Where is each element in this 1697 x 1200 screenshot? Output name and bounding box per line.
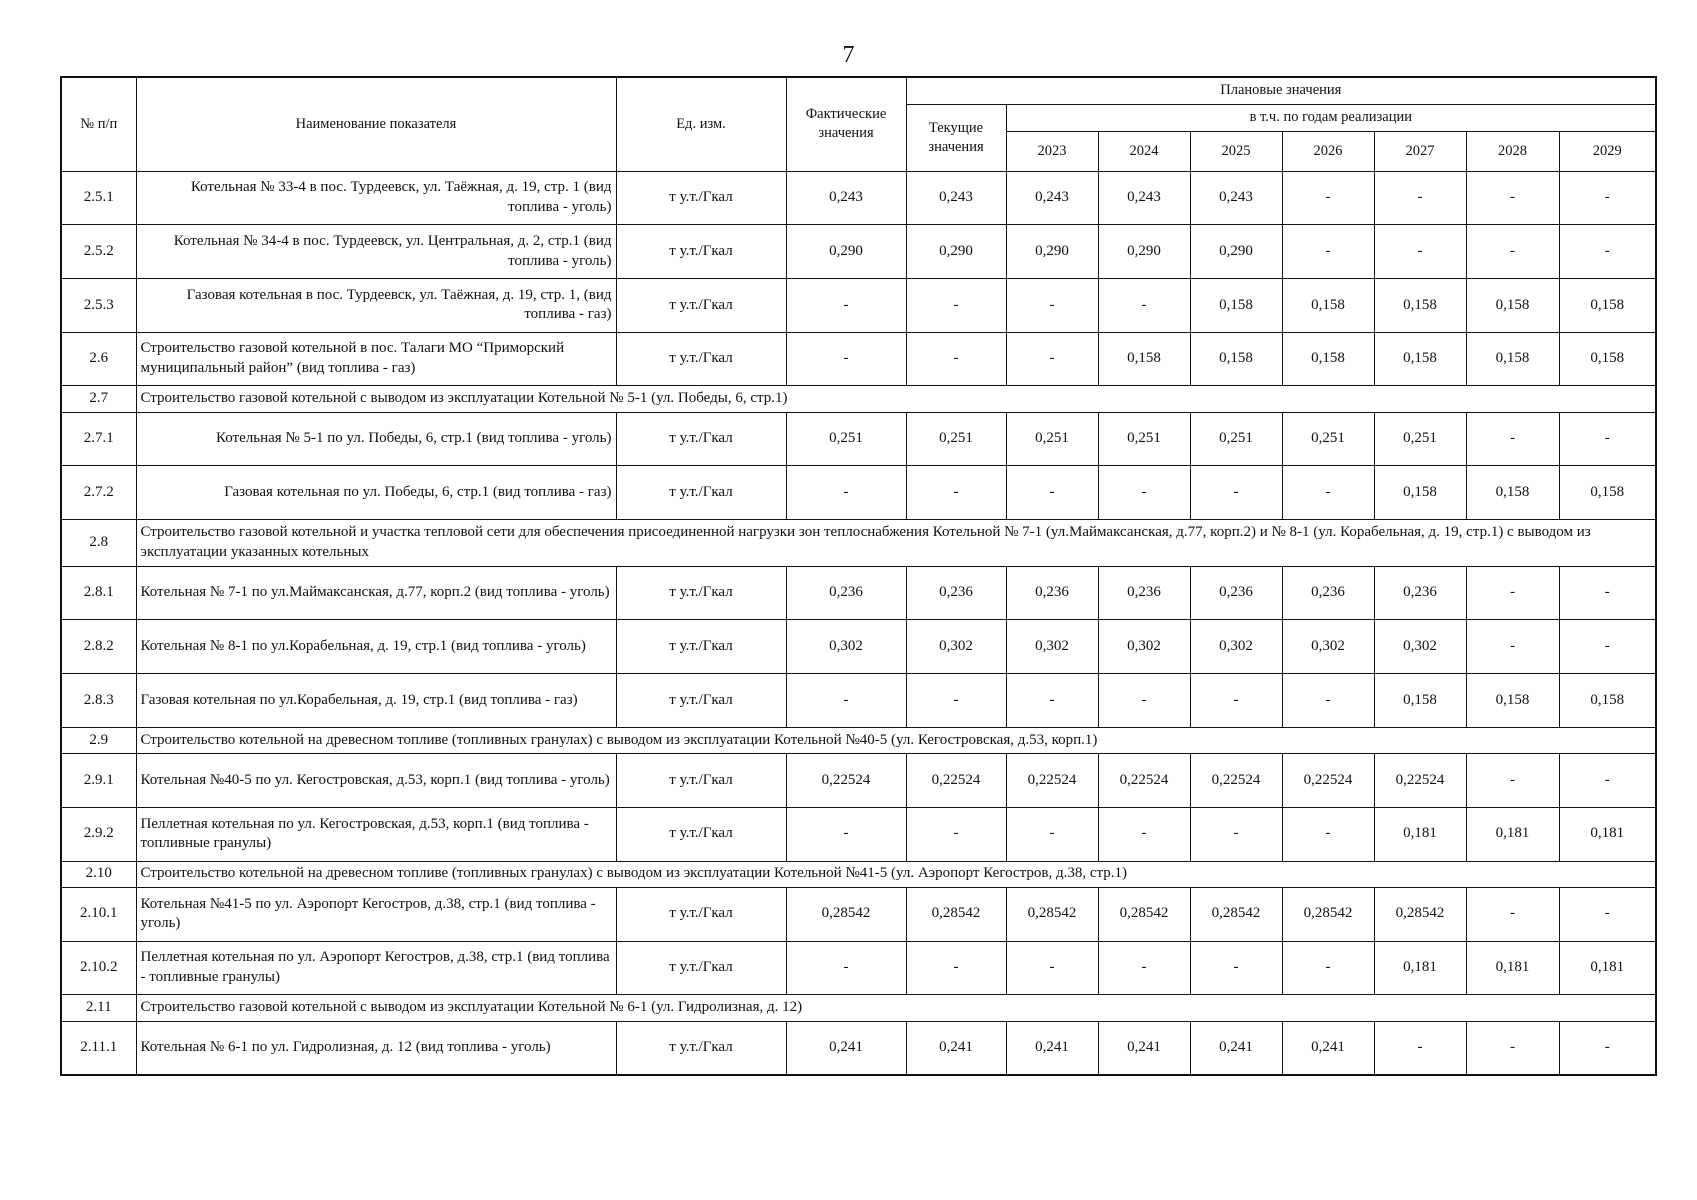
table-row xyxy=(61,620,1656,674)
header-by-years: в т.ч. по годам реализации xyxy=(1006,104,1656,131)
year-value-cell: 0,28542 xyxy=(1190,887,1282,941)
year-value-cell: 0,158 xyxy=(1282,278,1374,332)
year-value-cell: - xyxy=(1559,225,1656,279)
current-value-cell: 0,251 xyxy=(906,412,1006,466)
year-value-cell: 0,28542 xyxy=(1098,887,1190,941)
header-year: 2024 xyxy=(1098,131,1190,171)
year-value-cell: 0,22524 xyxy=(1282,754,1374,808)
year-value-cell: 0,181 xyxy=(1466,807,1559,861)
actual-value-cell: - xyxy=(786,941,906,995)
year-value-cell: 0,302 xyxy=(1006,620,1098,674)
year-value-cell: - xyxy=(1098,674,1190,728)
year-value-cell: 0,28542 xyxy=(1006,887,1098,941)
year-value-cell: 0,22524 xyxy=(1190,754,1282,808)
current-value-cell: 0,28542 xyxy=(906,887,1006,941)
year-value-cell: 0,302 xyxy=(1098,620,1190,674)
current-value-cell: 0,22524 xyxy=(906,754,1006,808)
unit-cell: т у.т./Гкал xyxy=(616,887,786,941)
year-value-cell: 0,158 xyxy=(1559,466,1656,520)
current-value-cell: 0,243 xyxy=(906,171,1006,225)
year-value-cell: - xyxy=(1374,225,1466,279)
table-row xyxy=(61,171,1656,225)
row-number-cell: 2.11 xyxy=(61,995,136,1021)
year-value-cell: - xyxy=(1374,171,1466,225)
year-value-cell: 0,243 xyxy=(1190,171,1282,225)
row-number-cell: 2.5.1 xyxy=(61,171,136,225)
year-value-cell: 0,158 xyxy=(1282,332,1374,386)
indicator-name-cell: Котельная № 7-1 по ул.Маймаксанская, д.77, корп.2 (вид топлива - уголь) xyxy=(136,566,616,620)
year-value-cell: - xyxy=(1559,754,1656,808)
unit-cell: т у.т./Гкал xyxy=(616,332,786,386)
year-value-cell: - xyxy=(1282,807,1374,861)
unit-cell: т у.т./Гкал xyxy=(616,278,786,332)
actual-value-cell: - xyxy=(786,332,906,386)
actual-value-cell: 0,22524 xyxy=(786,754,906,808)
row-number-cell: 2.6 xyxy=(61,332,136,386)
row-number-cell: 2.7.2 xyxy=(61,466,136,520)
row-number-cell: 2.10.2 xyxy=(61,941,136,995)
year-value-cell: 0,158 xyxy=(1374,332,1466,386)
year-value-cell: 0,241 xyxy=(1190,1021,1282,1075)
year-value-cell: 0,251 xyxy=(1006,412,1098,466)
indicator-name-cell: Котельная № 33-4 в пос. Турдеевск, ул. Таёжная, д. 19, стр. 1 (вид топлива - уголь) xyxy=(136,171,616,225)
year-value-cell: 0,158 xyxy=(1098,332,1190,386)
year-value-cell: - xyxy=(1098,807,1190,861)
table-row xyxy=(61,807,1656,861)
indicator-name-cell: Пеллетная котельная по ул. Кегостровская, д.53, корп.1 (вид топлива - топливные гранулы) xyxy=(136,807,616,861)
year-value-cell: 0,158 xyxy=(1559,278,1656,332)
year-value-cell: - xyxy=(1190,674,1282,728)
unit-cell: т у.т./Гкал xyxy=(616,807,786,861)
year-value-cell: - xyxy=(1190,466,1282,520)
year-value-cell: - xyxy=(1559,887,1656,941)
year-value-cell: 0,158 xyxy=(1466,466,1559,520)
section-row xyxy=(61,861,1656,887)
year-value-cell: 0,241 xyxy=(1098,1021,1190,1075)
year-value-cell: 0,251 xyxy=(1282,412,1374,466)
year-value-cell: 0,251 xyxy=(1098,412,1190,466)
year-value-cell: - xyxy=(1006,332,1098,386)
year-value-cell: - xyxy=(1466,1021,1559,1075)
year-value-cell: 0,158 xyxy=(1466,332,1559,386)
year-value-cell: 0,236 xyxy=(1374,566,1466,620)
table-row xyxy=(61,466,1656,520)
actual-value-cell: - xyxy=(786,674,906,728)
actual-value-cell: - xyxy=(786,466,906,520)
year-value-cell: 0,158 xyxy=(1190,332,1282,386)
year-value-cell: 0,22524 xyxy=(1098,754,1190,808)
year-value-cell: - xyxy=(1098,941,1190,995)
row-number-cell: 2.9.2 xyxy=(61,807,136,861)
year-value-cell: - xyxy=(1559,412,1656,466)
row-number-cell: 2.5.3 xyxy=(61,278,136,332)
year-value-cell: 0,241 xyxy=(1282,1021,1374,1075)
current-value-cell: 0,236 xyxy=(906,566,1006,620)
year-value-cell: 0,158 xyxy=(1374,466,1466,520)
actual-value-cell: 0,290 xyxy=(786,225,906,279)
row-number-cell: 2.8.1 xyxy=(61,566,136,620)
table-row xyxy=(61,332,1656,386)
current-value-cell: - xyxy=(906,466,1006,520)
indicator-name-cell: Газовая котельная по ул.Корабельная, д. 19, стр.1 (вид топлива - газ) xyxy=(136,674,616,728)
indicator-name-cell: Строительство газовой котельной в пос. Талаги МО “Приморский муниципальный район” (вид топлива - газ) xyxy=(136,332,616,386)
current-value-cell: - xyxy=(906,674,1006,728)
actual-value-cell: - xyxy=(786,278,906,332)
unit-cell: т у.т./Гкал xyxy=(616,171,786,225)
section-title-cell: Строительство котельной на древесном топливе (топливных гранулах) с выводом из эксплуатации Котельной №41-5 (ул. Аэропорт Кегостров, д.38, стр.1) xyxy=(136,861,1656,887)
year-value-cell: 0,181 xyxy=(1374,807,1466,861)
section-row xyxy=(61,520,1656,567)
year-value-cell: 0,181 xyxy=(1374,941,1466,995)
row-number-cell: 2.9.1 xyxy=(61,754,136,808)
row-number-cell: 2.8.2 xyxy=(61,620,136,674)
actual-value-cell: 0,241 xyxy=(786,1021,906,1075)
year-value-cell: - xyxy=(1282,466,1374,520)
year-value-cell: 0,236 xyxy=(1190,566,1282,620)
year-value-cell: - xyxy=(1559,1021,1656,1075)
year-value-cell: 0,22524 xyxy=(1374,754,1466,808)
header-year: 2026 xyxy=(1282,131,1374,171)
year-value-cell: - xyxy=(1466,887,1559,941)
table-row xyxy=(61,887,1656,941)
year-value-cell: 0,251 xyxy=(1190,412,1282,466)
year-value-cell: 0,243 xyxy=(1006,171,1098,225)
row-number-cell: 2.7.1 xyxy=(61,412,136,466)
current-value-cell: 0,302 xyxy=(906,620,1006,674)
indicator-name-cell: Газовая котельная в пос. Турдеевск, ул. Таёжная, д. 19, стр. 1, (вид топлива - газ) xyxy=(136,278,616,332)
current-value-cell: 0,290 xyxy=(906,225,1006,279)
unit-cell: т у.т./Гкал xyxy=(616,225,786,279)
unit-cell: т у.т./Гкал xyxy=(616,566,786,620)
header-name: Наименование показателя xyxy=(136,77,616,171)
indicator-name-cell: Котельная № 5-1 по ул. Победы, 6, стр.1 (вид топлива - уголь) xyxy=(136,412,616,466)
section-row xyxy=(61,386,1656,412)
header-current: Текущие значения xyxy=(906,104,1006,171)
year-value-cell: 0,302 xyxy=(1374,620,1466,674)
year-value-cell: - xyxy=(1006,466,1098,520)
year-value-cell: 0,158 xyxy=(1374,278,1466,332)
year-value-cell: 0,236 xyxy=(1006,566,1098,620)
year-value-cell: 0,251 xyxy=(1374,412,1466,466)
section-row xyxy=(61,995,1656,1021)
unit-cell: т у.т./Гкал xyxy=(616,412,786,466)
indicators-table xyxy=(60,76,1657,1076)
current-value-cell: - xyxy=(906,278,1006,332)
year-value-cell: - xyxy=(1466,754,1559,808)
year-value-cell: - xyxy=(1098,278,1190,332)
year-value-cell: - xyxy=(1466,620,1559,674)
year-value-cell: - xyxy=(1190,941,1282,995)
table-row xyxy=(61,754,1656,808)
actual-value-cell: 0,236 xyxy=(786,566,906,620)
row-number-cell: 2.7 xyxy=(61,386,136,412)
year-value-cell: 0,158 xyxy=(1559,332,1656,386)
unit-cell: т у.т./Гкал xyxy=(616,941,786,995)
row-number-cell: 2.8 xyxy=(61,520,136,567)
year-value-cell: 0,290 xyxy=(1098,225,1190,279)
year-value-cell: - xyxy=(1190,807,1282,861)
year-value-cell: 0,158 xyxy=(1466,674,1559,728)
year-value-cell: 0,290 xyxy=(1190,225,1282,279)
header-unit: Ед. изм. xyxy=(616,77,786,171)
row-number-cell: 2.11.1 xyxy=(61,1021,136,1075)
actual-value-cell: - xyxy=(786,807,906,861)
header-year: 2028 xyxy=(1466,131,1559,171)
year-value-cell: 0,241 xyxy=(1006,1021,1098,1075)
indicator-name-cell: Котельная № 8-1 по ул.Корабельная, д. 19, стр.1 (вид топлива - уголь) xyxy=(136,620,616,674)
unit-cell: т у.т./Гкал xyxy=(616,674,786,728)
year-value-cell: - xyxy=(1282,941,1374,995)
header-planned: Плановые значения xyxy=(906,77,1656,104)
table-row xyxy=(61,941,1656,995)
table-row xyxy=(61,225,1656,279)
header-no: № п/п xyxy=(61,77,136,171)
section-row xyxy=(61,727,1656,753)
row-number-cell: 2.10 xyxy=(61,861,136,887)
year-value-cell: - xyxy=(1466,225,1559,279)
row-number-cell: 2.5.2 xyxy=(61,225,136,279)
table-row xyxy=(61,1021,1656,1075)
unit-cell: т у.т./Гкал xyxy=(616,466,786,520)
row-number-cell: 2.8.3 xyxy=(61,674,136,728)
year-value-cell: - xyxy=(1006,941,1098,995)
header-year: 2029 xyxy=(1559,131,1656,171)
year-value-cell: 0,28542 xyxy=(1282,887,1374,941)
year-value-cell: - xyxy=(1282,225,1374,279)
year-value-cell: 0,236 xyxy=(1098,566,1190,620)
year-value-cell: - xyxy=(1098,466,1190,520)
indicator-name-cell: Котельная №41-5 по ул. Аэропорт Кегостров, д.38, стр.1 (вид топлива - уголь) xyxy=(136,887,616,941)
indicator-name-cell: Пеллетная котельная по ул. Аэропорт Кегостров, д.38, стр.1 (вид топлива - топливные гранулы) xyxy=(136,941,616,995)
indicator-name-cell: Газовая котельная по ул. Победы, 6, стр.1 (вид топлива - газ) xyxy=(136,466,616,520)
year-value-cell: 0,290 xyxy=(1006,225,1098,279)
unit-cell: т у.т./Гкал xyxy=(616,754,786,808)
table-row xyxy=(61,674,1656,728)
year-value-cell: - xyxy=(1466,566,1559,620)
year-value-cell: - xyxy=(1466,412,1559,466)
section-title-cell: Строительство газовой котельной с выводом из эксплуатации Котельной № 6-1 (ул. Гидролизная, д. 12) xyxy=(136,995,1656,1021)
current-value-cell: - xyxy=(906,941,1006,995)
section-title-cell: Строительство котельной на древесном топливе (топливных гранулах) с выводом из эксплуатации Котельной №40-5 (ул. Кегостровская, д.53, корп.1) xyxy=(136,727,1656,753)
year-value-cell: 0,158 xyxy=(1559,674,1656,728)
year-value-cell: 0,181 xyxy=(1559,941,1656,995)
year-value-cell: - xyxy=(1282,674,1374,728)
table-row xyxy=(61,278,1656,332)
year-value-cell: 0,22524 xyxy=(1006,754,1098,808)
header-year: 2025 xyxy=(1190,131,1282,171)
year-value-cell: - xyxy=(1559,620,1656,674)
unit-cell: т у.т./Гкал xyxy=(616,620,786,674)
year-value-cell: 0,181 xyxy=(1559,807,1656,861)
year-value-cell: - xyxy=(1006,807,1098,861)
section-title-cell: Строительство газовой котельной с выводом из эксплуатации Котельной № 5-1 (ул. Победы, 6, стр.1) xyxy=(136,386,1656,412)
page-number: 7 xyxy=(842,42,855,68)
year-value-cell: - xyxy=(1282,171,1374,225)
year-value-cell: 0,28542 xyxy=(1374,887,1466,941)
year-value-cell: - xyxy=(1559,171,1656,225)
header-year: 2023 xyxy=(1006,131,1098,171)
year-value-cell: - xyxy=(1466,171,1559,225)
row-number-cell: 2.10.1 xyxy=(61,887,136,941)
year-value-cell: - xyxy=(1006,278,1098,332)
year-value-cell: - xyxy=(1006,674,1098,728)
year-value-cell: 0,158 xyxy=(1466,278,1559,332)
current-value-cell: 0,241 xyxy=(906,1021,1006,1075)
year-value-cell: 0,158 xyxy=(1190,278,1282,332)
table-body xyxy=(61,171,1656,1075)
year-value-cell: 0,243 xyxy=(1098,171,1190,225)
actual-value-cell: 0,28542 xyxy=(786,887,906,941)
row-number-cell: 2.9 xyxy=(61,727,136,753)
header-actual: Фактические значения xyxy=(786,77,906,171)
year-value-cell: - xyxy=(1559,566,1656,620)
header-year: 2027 xyxy=(1374,131,1466,171)
indicator-name-cell: Котельная № 6-1 по ул. Гидролизная, д. 12 (вид топлива - уголь) xyxy=(136,1021,616,1075)
year-value-cell: 0,302 xyxy=(1190,620,1282,674)
actual-value-cell: 0,302 xyxy=(786,620,906,674)
actual-value-cell: 0,251 xyxy=(786,412,906,466)
current-value-cell: - xyxy=(906,807,1006,861)
actual-value-cell: 0,243 xyxy=(786,171,906,225)
table-row xyxy=(61,412,1656,466)
section-title-cell: Строительство газовой котельной и участка тепловой сети для обеспечения присоединенной нагрузки зон теплоснабжения Котельной № 7-1 (ул.Маймаксанская, д.77, корп.2) и № 8-1 (ул. Корабельная, д. 19, стр.1) с выводом из эксплуатации указанных котельных xyxy=(136,520,1656,567)
year-value-cell: 0,302 xyxy=(1282,620,1374,674)
year-value-cell: 0,236 xyxy=(1282,566,1374,620)
indicator-name-cell: Котельная №40-5 по ул. Кегостровская, д.53, корп.1 (вид топлива - уголь) xyxy=(136,754,616,808)
year-value-cell: 0,181 xyxy=(1466,941,1559,995)
indicator-name-cell: Котельная № 34-4 в пос. Турдеевск, ул. Центральная, д. 2, стр.1 (вид топлива - уголь) xyxy=(136,225,616,279)
year-value-cell: - xyxy=(1374,1021,1466,1075)
table-row xyxy=(61,566,1656,620)
current-value-cell: - xyxy=(906,332,1006,386)
unit-cell: т у.т./Гкал xyxy=(616,1021,786,1075)
year-value-cell: 0,158 xyxy=(1374,674,1466,728)
